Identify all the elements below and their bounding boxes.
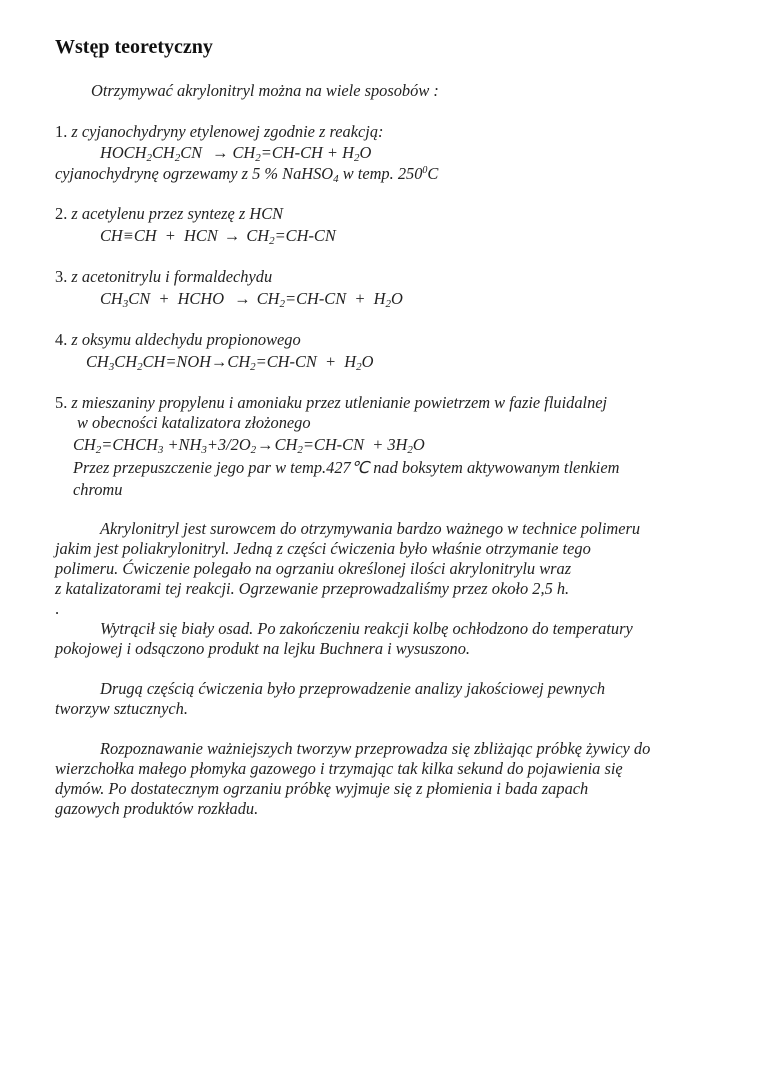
reaction-arrow-icon: → [257,435,274,454]
method-3-equation [100,289,403,309]
formula-part: O [359,143,372,162]
method-4-equation [86,352,373,372]
formula-part: CN [180,143,203,162]
method-2-heading [55,204,283,224]
method-5-note-cont: chromu [73,480,123,499]
formula-part: HOCH [100,143,147,162]
formula-part: O [390,289,403,308]
method-heading-text: z cyjanochydryny etylenowej zgodnie z reakcją: [71,122,384,141]
note-part: cyjanochydrynę ogrzewamy z 5 % NaHSO [55,164,334,183]
formula-part: CH≡CH + HCN [100,226,222,245]
formula-part: CH [151,143,175,162]
paragraph-1-line: z katalizatorami tej reakcji. Ogrzewanie przeprowadzaliśmy przez około 2,5 h. [55,579,570,598]
formula-part: =CH-CN + H [285,289,386,308]
formula-part: +3/2O [206,435,251,454]
reaction-arrow-icon: → [223,226,241,245]
formula-part: CH [114,352,138,371]
superscript: 0 [422,165,428,176]
formula-part: CH=NOH [142,352,211,371]
paragraph-4-line: Rozpoznawanie ważniejszych tworzyw przeprowadza się zbliżając próbkę żywicy do [100,739,651,758]
subscript: 2 [146,152,152,164]
method-1-equation [100,143,371,163]
subscript: 2 [297,444,303,456]
subscript: 2 [356,361,362,373]
intro-text: Otrzymywać akrylonitryl można na wiele sposobów : [91,81,439,100]
note-part: w temp. 250 [338,164,423,183]
reaction-arrow-icon: → [234,289,251,308]
formula-part: =CH-CN [274,226,336,245]
subscript: 3 [108,361,115,373]
paragraph-4-line: gazowych produktów rozkładu. [55,799,259,818]
formula-part: CH [252,289,280,308]
method-5-note: Przez przepuszczenie jego par w temp.427℃ nad boksytem aktywowanym tlenkiem [73,458,620,477]
page-title: Wstęp teoretyczny [55,36,213,58]
paragraph-3-line: tworzyw sztucznych. [55,699,188,718]
formula-part: =CH-CN + H [255,352,357,371]
paragraph-3-line: Drugą częścią ćwiczenia było przeprowadzenie analizy jakościowej pewnych [100,679,606,698]
method-number: 3. [55,267,68,286]
subscript: 2 [250,444,257,456]
method-heading-text: z acetonitrylu i formaldechydu [71,267,273,286]
method-heading-text: z mieszaniny propylenu i amoniaku przez utlenianie powietrzem w fazie fluidalnej [71,393,608,412]
method-4-heading [55,330,301,350]
subscript: 2 [385,298,391,310]
method-number: 5. [55,393,68,412]
note-part: C [427,164,439,183]
formula-part: CH [274,435,298,454]
method-5-heading-cont: w obecności katalizatora złożonego [77,413,311,432]
subscript: 2 [269,235,275,247]
formula-part: CH [73,435,96,454]
formula-part: CN + HCHO [128,289,233,308]
method-heading-text: z oksymu aldechydu propionowego [71,330,301,349]
reaction-arrow-icon: → [211,352,228,371]
subscript: 2 [255,152,261,164]
formula-part: CH [232,143,256,162]
formula-part: CH [86,352,109,371]
paragraph-1-line: polimeru. Ćwiczenie polegało na ogrzaniu określonej ilości akrylonitrylu wraz [55,559,572,578]
subscript: 2 [174,152,181,164]
method-number: 2. [55,204,68,223]
formula-part: =CHCH [101,435,158,454]
paragraph-4-line: dymów. Po dostatecznym ogrzaniu próbkę wyjmuje się z płomienia i bada zapach [55,779,589,798]
reaction-arrow-icon: → [212,143,229,162]
subscript: 4 [333,173,339,185]
subscript: 3 [201,444,207,456]
subscript: 2 [95,444,102,456]
method-2-equation [100,226,336,246]
formula-part: CH [100,289,123,308]
formula-part: +NH [163,435,202,454]
paragraph-1-line: jakim jest poliakrylonitryl. Jedną z części ćwiczenia było właśnie otrzymanie tego [55,539,591,558]
paragraph-1-line: . [55,599,60,618]
formula-part: O [412,435,425,454]
method-heading-text: z acetylenu przez syntezę z HCN [71,204,284,223]
formula-part: CH [242,226,270,245]
subscript: 2 [250,361,256,373]
subscript: 3 [122,298,129,310]
subscript: 2 [407,444,413,456]
formula-part: =CH-CN + 3H [302,435,408,454]
formula-part: =CH-CH + H [260,143,354,162]
formula-part: CH [227,352,251,371]
paragraph-4-line: wierzchołka małego płomyka gazowego i trzymając tak kilka sekund do pojawienia się [55,759,623,778]
method-5-heading [55,393,607,413]
paragraph-2-line: Wytrącił się biały osad. Po zakończeniu reakcji kolbę ochłodzono do temperatury [100,619,633,638]
paragraph-1-line: Akrylonitryl jest surowcem do otrzymywania bardzo ważnego w technice polimeru [100,519,641,538]
subscript: 2 [353,152,360,164]
method-number: 4. [55,330,68,349]
formula-part: O [361,352,374,371]
method-1-note [55,164,438,184]
method-3-heading [55,267,272,287]
subscript: 2 [279,298,286,310]
subscript: 3 [157,444,164,456]
paragraph-2-line: pokojowej i odsączono produkt na lejku Buchnera i wysuszono. [55,639,471,658]
method-5-equation [73,435,425,455]
subscript: 2 [137,361,143,373]
method-number: 1. [55,122,68,141]
method-1-heading [55,122,383,142]
